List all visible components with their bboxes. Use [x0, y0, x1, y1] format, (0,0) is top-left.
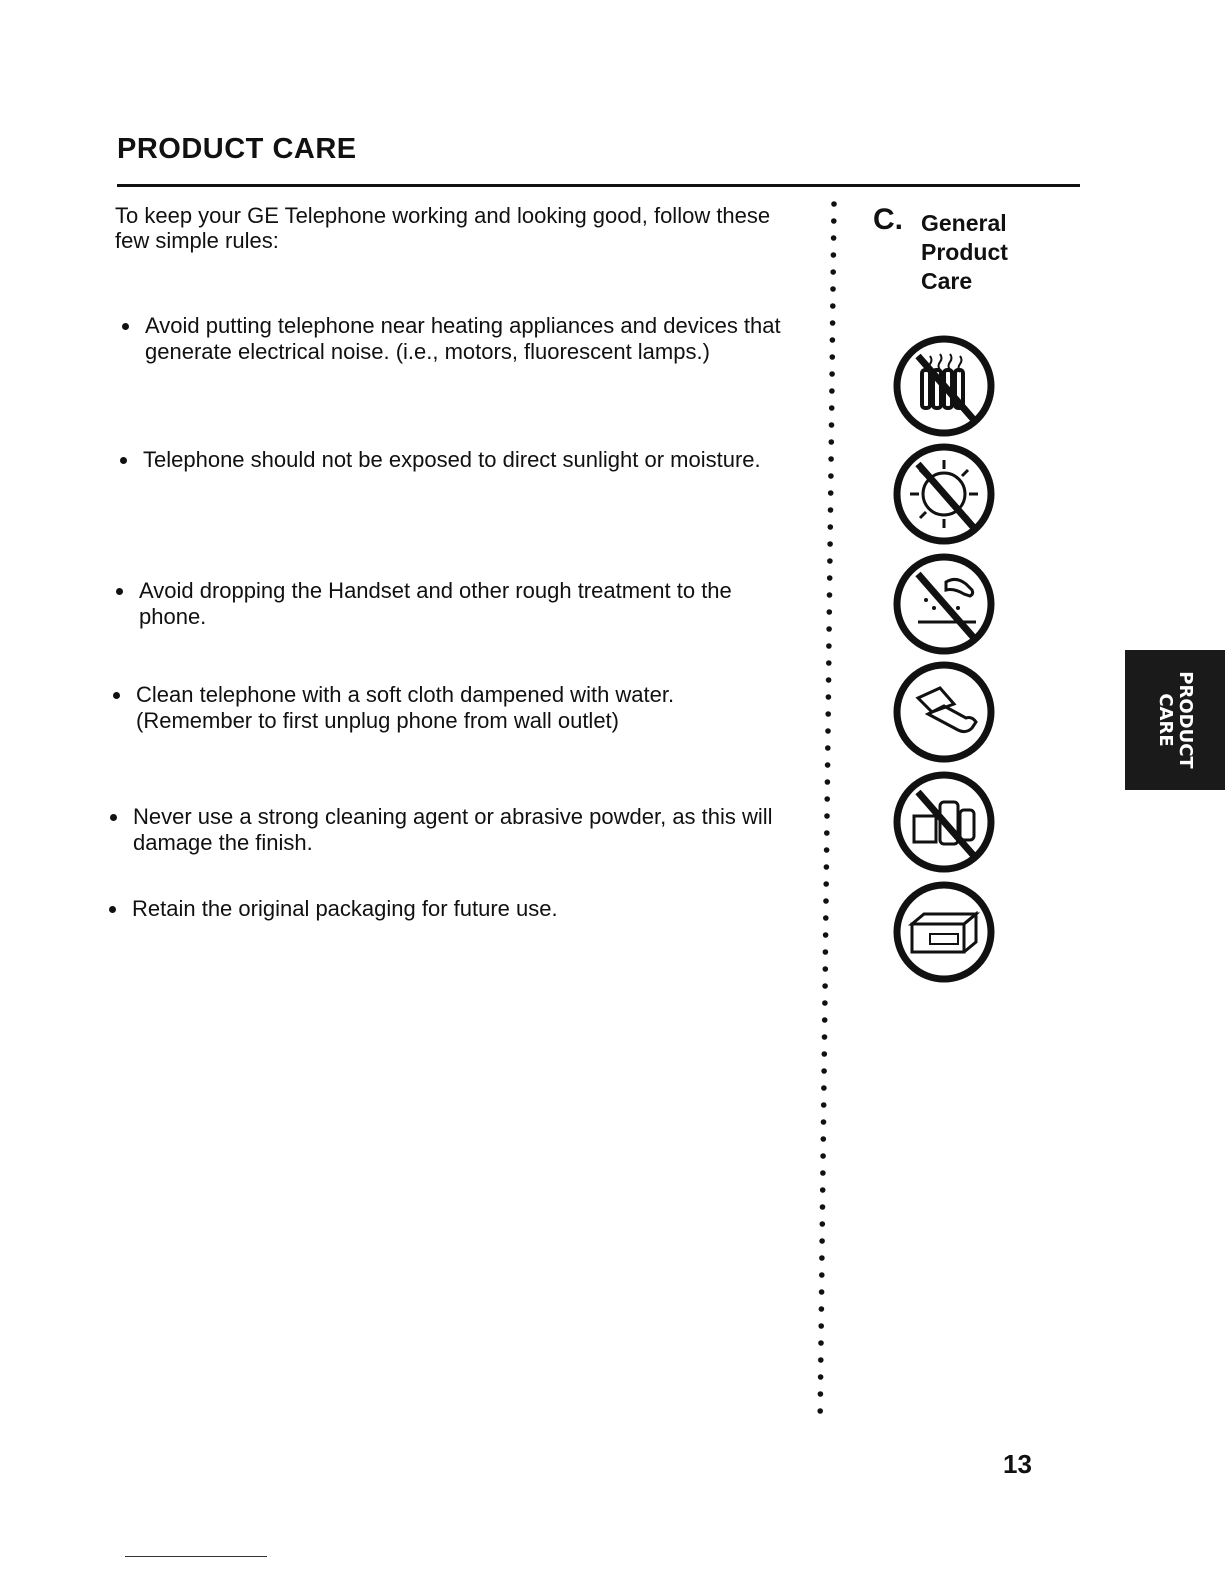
keep-packaging-box-icon	[888, 876, 1000, 988]
no-dropping-handset-icon	[888, 548, 1000, 660]
section-title-line-2: Product	[921, 239, 1008, 265]
side-tab-line-2: CARE	[1155, 693, 1176, 747]
side-tab-line-1: PRODUCT	[1175, 671, 1196, 769]
no-sunlight-icon	[888, 438, 1000, 550]
section-title	[873, 203, 1008, 294]
care-rule-sunlight: Telephone should not be exposed to direct sunlight or moisture.	[143, 447, 803, 473]
bottom-line	[125, 1556, 267, 1557]
heading-rule	[117, 184, 1080, 187]
care-rule-cleaning: Clean telephone with a soft cloth dampened with water. (Remember to first unplug phone from wall outlet)	[136, 682, 796, 734]
side-tab-product-care	[1125, 650, 1225, 790]
page-number: 13	[1003, 1449, 1032, 1479]
clean-handset-cloth-icon	[888, 656, 1000, 768]
section-title-line-1: General	[921, 210, 1007, 236]
care-rule-heat: Avoid putting telephone near heating appliances and devices that generate electrical noise. (i.e., motors, fluorescent lamps.)	[145, 313, 805, 365]
section-title-line-3: Care	[921, 268, 973, 294]
intro-text: To keep your GE Telephone working and looking good, follow these few simple rules:	[115, 203, 771, 253]
care-rule-packaging: Retain the original packaging for future use.	[132, 896, 792, 922]
section-letter: C.	[873, 203, 903, 236]
page-heading: PRODUCT CARE	[117, 133, 357, 165]
dotted-divider	[812, 196, 852, 1436]
care-rule-no-abrasive: Never use a strong cleaning agent or abrasive powder, as this will damage the finish.	[133, 804, 793, 856]
care-rule-dropping: Avoid dropping the Handset and other rough treatment to the phone.	[139, 578, 799, 630]
no-cleaning-agent-icon	[888, 766, 1000, 878]
no-heater-icon	[888, 330, 1000, 442]
